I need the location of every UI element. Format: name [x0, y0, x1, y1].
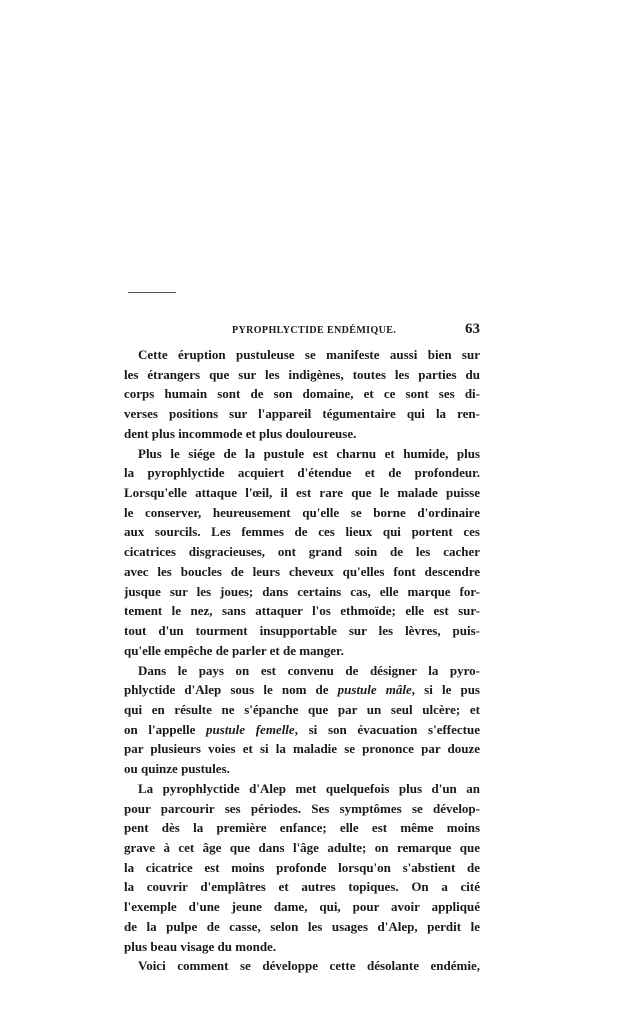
text-line: cicatrices disgracieuses, ont grand soin de les cacher [124, 544, 480, 560]
text-line: tement le nez, sans attaquer l'os ethmoïde; elle est sur- [124, 603, 480, 619]
text-line: de la pulpe de casse, selon les usages d'Alep, perdit le [124, 918, 480, 934]
text-line: qui en résulte ne s'épanche que par un seul ulcère; et [124, 701, 480, 717]
text-line: tout d'un tourment insupportable sur les lèvres, puis- [124, 623, 480, 639]
italic-term: pustule femelle [206, 721, 295, 737]
text-line: qu'elle empêche de parler et de manger. [124, 642, 344, 658]
text-line: la cicatrice est moins profonde lorsqu'on s'abstient de [124, 859, 480, 875]
text-line: le conserver, heureusement qu'elle se borne d'ordinaire [124, 504, 480, 520]
text-line: la couvrir d'emplâtres et autres topiques. On a cité [124, 879, 480, 895]
text-line: l'exemple d'une jeune dame, qui, pour avoir appliqué [124, 899, 480, 915]
text-line: Dans le pays on est convenu de désigner la pyro- [138, 662, 480, 678]
top-rule [128, 292, 176, 293]
text-line: La pyrophlyctide d'Alep met quelquefois plus d'un an [138, 780, 480, 796]
text-line: corps humain sont de son domaine, et ce sont ses di- [124, 386, 480, 402]
text-line: par plusieurs voies et si la maladie se prononce par douze [124, 741, 480, 757]
text-line: aux sourcils. Les femmes de ces lieux qui portent ces [124, 524, 480, 540]
body-text [124, 345, 480, 976]
italic-term: pustule mâle [337, 682, 412, 698]
running-title: PYROPHLYCTIDE ENDÉMIQUE. [232, 325, 397, 336]
text-line: pour parcourir ses périodes. Ses symptômes se dévelop- [124, 800, 480, 816]
text-line: Lorsqu'elle attaque l'œil, il est rare que le malade puisse [124, 485, 480, 501]
text-line: pent dès la première enfance; elle est même moins [124, 820, 480, 836]
text-line: phlyctide d'Alep sous le nom de pustule mâle, si le pus [124, 682, 480, 698]
text-line: plus beau visage du monde. [124, 938, 277, 954]
text-line: on l'appelle pustule femelle, si son évacuation s'effectue [124, 721, 480, 737]
text-line: Plus le siége de la pustule est charnu et humide, plus [138, 445, 480, 461]
text-line: jusque sur les joues; dans certains cas, elle marque for- [124, 583, 480, 599]
page-header [232, 321, 480, 341]
text-line: Voici comment se développe cette désolante endémie, [138, 958, 480, 974]
text-line: verses positions sur l'appareil tégumentaire qui la ren- [124, 406, 480, 422]
text-line: dent plus incommode et plus douloureuse. [124, 425, 357, 441]
text-line: grave à cet âge que dans l'âge adulte; on remarque que [124, 839, 480, 855]
text-line: Cette éruption pustuleuse se manifeste aussi bien sur [138, 347, 480, 362]
text-line: la pyrophlyctide acquiert d'étendue et de profondeur. [124, 465, 480, 481]
text-line: avec les boucles de leurs cheveux qu'elles font descendre [124, 563, 480, 579]
page-number: 63 [465, 321, 480, 337]
text-line: ou quinze pustules. [124, 761, 230, 777]
text-line: les étrangers que sur les indigènes, toutes les parties du [124, 366, 480, 382]
